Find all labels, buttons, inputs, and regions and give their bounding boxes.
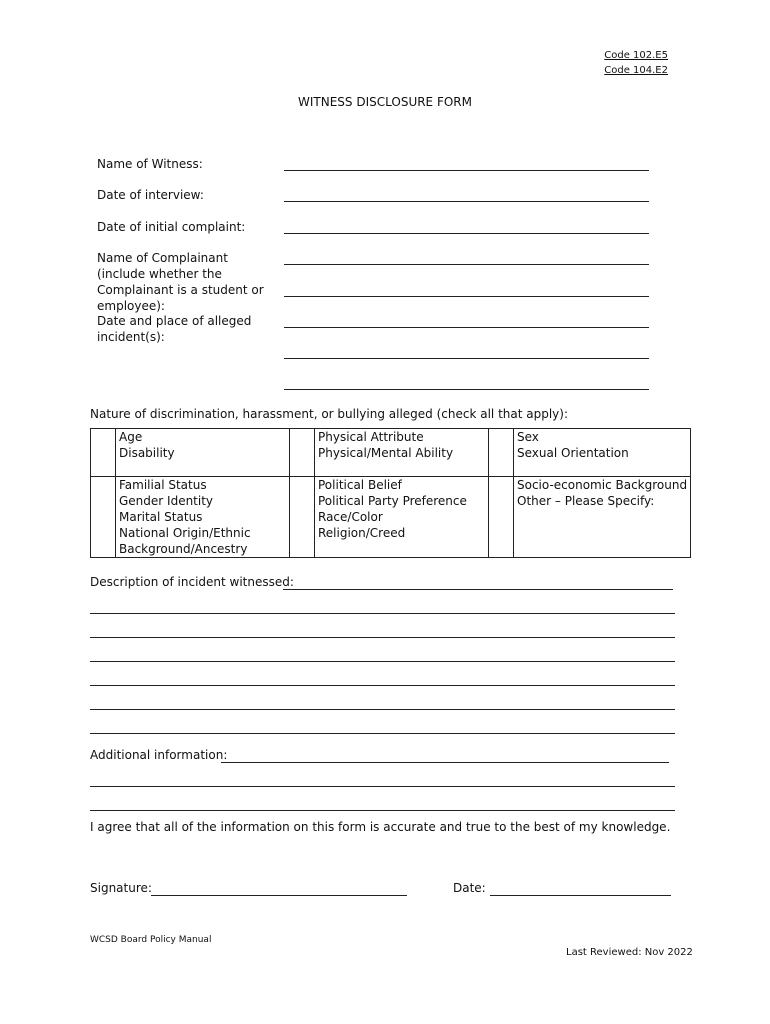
form-title: WITNESS DISCLOSURE FORM <box>298 95 472 109</box>
date-line[interactable] <box>490 895 671 896</box>
category-marital-status: Marital Status <box>119 510 203 524</box>
description-line-1[interactable] <box>90 613 675 614</box>
footer-last-reviewed: Last Reviewed: Nov 2022 <box>566 947 693 958</box>
cell-socio <box>514 477 691 558</box>
category-political-party: Political Party Preference <box>318 494 467 508</box>
cell-age-disability <box>116 429 290 477</box>
signature-line[interactable] <box>151 895 407 896</box>
description-line-3[interactable] <box>90 661 675 662</box>
description-line-0[interactable] <box>283 589 673 590</box>
nature-heading: Nature of discrimination, harassment, or bullying alleged (check all that apply): <box>90 407 569 421</box>
category-socio-economic: Socio-economic Background <box>517 478 688 492</box>
additional-line-0[interactable] <box>221 762 669 763</box>
checkbox-sex[interactable] <box>489 429 514 477</box>
checkbox-socio[interactable] <box>489 477 514 558</box>
complainant-name-line-2[interactable] <box>284 296 649 297</box>
incident-date-place-label: Date and place of alleged incident(s): <box>97 314 252 344</box>
complainant-name-line-1[interactable] <box>284 264 649 265</box>
cell-physical <box>315 429 489 477</box>
checkbox-physical[interactable] <box>290 429 315 477</box>
category-other: Other – Please Specify: <box>517 494 655 508</box>
category-national-origin: National Origin/Ethnic Background/Ancestry <box>119 526 251 556</box>
interview-date-label: Date of interview: <box>97 188 204 202</box>
incident-line-1[interactable] <box>284 327 649 328</box>
category-physical-mental-ability: Physical/Mental Ability <box>318 446 454 460</box>
policy-codes <box>604 48 668 78</box>
witness-name-line[interactable] <box>284 170 649 171</box>
complaint-date-label: Date of initial complaint: <box>97 220 246 234</box>
additional-line-2[interactable] <box>90 810 675 811</box>
categories-table <box>90 428 691 558</box>
complainant-name-label: Name of Complainant (include whether the Complainant is a student or employee): <box>97 251 264 313</box>
category-gender-identity: Gender Identity <box>119 494 214 508</box>
description-line-6[interactable] <box>90 733 675 734</box>
category-sexual-orientation: Sexual Orientation <box>517 446 629 460</box>
category-familial-status: Familial Status <box>119 478 207 492</box>
category-religion-creed: Religion/Creed <box>318 526 406 540</box>
description-line-4[interactable] <box>90 685 675 686</box>
incident-line-2[interactable] <box>284 358 649 359</box>
policy-code-1: Code 102.E5 <box>604 50 668 61</box>
interview-date-line[interactable] <box>284 201 649 202</box>
description-line-5[interactable] <box>90 709 675 710</box>
category-disability: Disability <box>119 446 175 460</box>
checkbox-political[interactable] <box>290 477 315 558</box>
incident-line-3[interactable] <box>284 389 649 390</box>
agreement-text: I agree that all of the information on this form is accurate and true to the best of my knowledge. <box>90 820 671 834</box>
signature-label: Signature: <box>90 881 152 895</box>
policy-code-2: Code 104.E2 <box>604 65 668 76</box>
category-sex: Sex <box>517 430 539 444</box>
cell-political <box>315 477 489 558</box>
category-race-color: Race/Color <box>318 510 383 524</box>
category-political-belief: Political Belief <box>318 478 402 492</box>
date-label: Date: <box>453 881 486 895</box>
footer-manual: WCSD Board Policy Manual <box>90 935 212 945</box>
category-age: Age <box>119 430 143 444</box>
description-line-2[interactable] <box>90 637 675 638</box>
additional-line-1[interactable] <box>90 786 675 787</box>
checkbox-familial[interactable] <box>91 477 116 558</box>
checkbox-age-disability[interactable] <box>91 429 116 477</box>
cell-familial <box>116 477 290 558</box>
category-physical-attribute: Physical Attribute <box>318 430 424 444</box>
additional-label: Additional information: <box>90 748 228 762</box>
cell-sex <box>514 429 691 477</box>
description-label: Description of incident witnessed: <box>90 575 294 589</box>
complaint-date-line[interactable] <box>284 233 649 234</box>
witness-name-label: Name of Witness: <box>97 157 203 171</box>
